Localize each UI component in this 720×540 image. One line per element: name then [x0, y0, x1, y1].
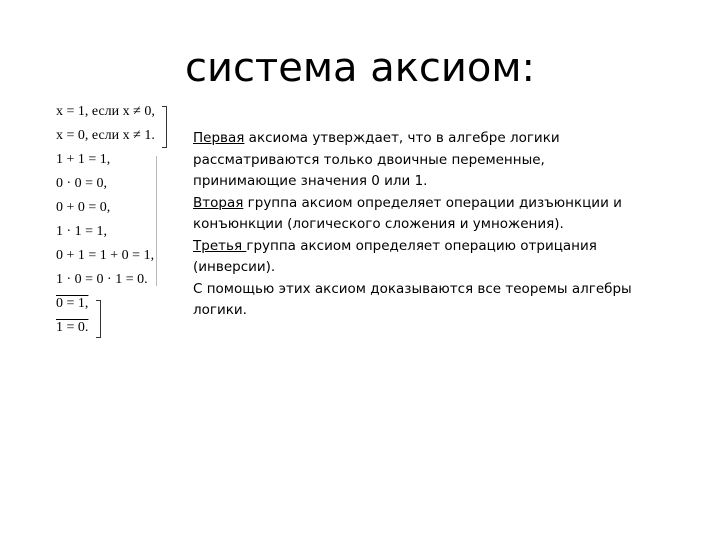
bracket-line-group-2	[156, 156, 157, 286]
paragraph-2	[193, 193, 633, 236]
axiom-formulas	[56, 104, 176, 344]
paragraph-2-text: группа аксиом определяет операции дизъюнкции и конъюнкции (логического сложения и умножения).	[193, 194, 622, 232]
slide-title: система аксиом:	[184, 45, 536, 91]
formula-3: 1 + 1 = 1,	[56, 152, 111, 167]
brace-group-1	[162, 106, 167, 148]
paragraph-4-text: С помощью этих аксиом доказываются все теоремы алгебры логики.	[193, 280, 632, 318]
paragraph-3-text: группа аксиом определяет операцию отрицания (инверсии).	[193, 237, 597, 275]
paragraph-2-lead: Вторая	[193, 194, 244, 211]
body-text	[193, 128, 633, 322]
paragraph-1-text: аксиома утверждает, что в алгебре логики рассматриваются только двоичные переменные, принимающие значения 0 или 1.	[193, 130, 560, 189]
formula-9: 0 = 1,	[56, 296, 89, 311]
brace-group-3	[96, 300, 101, 338]
paragraph-3	[193, 236, 633, 279]
paragraph-1	[193, 128, 633, 193]
formula-4: 0 · 0 = 0,	[56, 176, 108, 191]
formula-2: x = 0, если x ≠ 1.	[56, 128, 155, 143]
formula-10: 1 = 0.	[56, 320, 89, 335]
paragraph-3-lead: Третья	[193, 237, 247, 254]
paragraph-4	[193, 279, 633, 322]
formula-1: x = 1, если x ≠ 0,	[56, 104, 155, 119]
paragraph-1-lead: Первая	[193, 130, 245, 146]
formula-5: 0 + 0 = 0,	[56, 200, 111, 215]
formula-6: 1 · 1 = 1,	[56, 224, 108, 239]
formula-7: 0 + 1 = 1 + 0 = 1,	[56, 248, 155, 263]
formula-8: 1 · 0 = 0 · 1 = 0.	[56, 272, 148, 287]
